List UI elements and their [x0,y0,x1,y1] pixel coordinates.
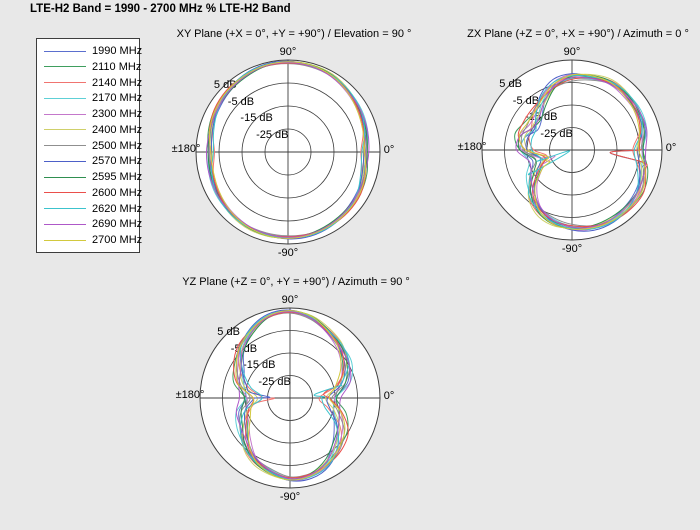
polar-plot-xy-curves [206,61,368,239]
legend-item-label: 2400 MHz [92,123,143,136]
legend-item-label: 1990 MHz [92,45,143,57]
pattern-curve-xy-2500-mhz [210,64,367,236]
pattern-curve-xy-2400-mhz [211,62,364,238]
ring-label-xy: -25 dB [256,129,289,142]
ring-label-yz: -5 dB [230,342,258,355]
ring-label-zx: -15 dB [525,111,558,124]
angle-label-bottom-yz: -90° [279,491,301,503]
pattern-curve-xy-2620-mhz [212,62,365,238]
angle-label-top-xy: 90° [279,46,297,58]
angle-label-top-zx: 90° [563,46,581,58]
angle-label-right-xy: 0° [383,144,395,156]
legend-item-label: 2140 MHz [92,76,143,89]
angle-label-right-yz: 0° [383,390,395,402]
ring-label-xy: 5 dB [213,78,237,91]
plot-title-yz: YZ Plane (+Z = 0°, +Y = +90°) / Azimuth = 90 ° [182,276,410,288]
angle-label-left-yz: ±180° [175,389,205,401]
legend-item-label: 2600 MHz [92,186,143,199]
legend-item-label: 2620 MHz [92,202,143,215]
angle-label-left-xy: ±180° [171,143,201,155]
ring-label-yz: -15 dB [243,359,276,372]
ring-label-zx: 5 dB [499,78,522,91]
legend-item-label: 2170 MHz [92,92,143,105]
legend-item-label: 2570 MHz [92,155,143,168]
angle-label-right-zx: 0° [665,142,677,154]
pattern-curve-xy-2600-mhz [209,63,366,237]
legend-item-label: 2500 MHz [92,139,143,152]
legend-item-label: 2690 MHz [92,218,143,231]
legend-item-label: 2700 MHz [92,234,143,246]
ring-label-xy: -15 dB [240,112,273,125]
legend-item-label: 2110 MHz [92,60,142,73]
pattern-curve-xy-2140-mhz [213,62,364,238]
polar-plot-zx-curves [512,74,648,232]
figure-title: LTE-H2 Band = 1990 - 2700 MHz % LTE-H2 Band [30,3,291,15]
ring-label-zx: -25 dB [540,127,573,140]
angle-label-bottom-zx: -90° [561,243,583,255]
polar-plot-yz-curves [230,310,353,481]
ring-label-zx: -5 dB [512,94,540,107]
ring-label-yz: 5 dB [217,326,240,339]
ring-label-xy: -5 dB [227,95,255,108]
ring-label-yz: -25 dB [258,375,291,388]
angle-label-bottom-xy: -90° [277,247,299,259]
plot-title-zx: ZX Plane (+Z = 0°, +X = +90°) / Azimuth = 0 ° [467,28,689,40]
legend-item-label: 2595 MHz [92,171,143,183]
angle-label-left-zx: ±180° [457,141,487,153]
plot-title-xy: XY Plane (+X = 0°, +Y = +90°) / Elevation = 90 ° [176,28,412,40]
pattern-curve-xy-2570-mhz [211,61,365,239]
angle-label-top-yz: 90° [281,294,299,306]
legend-item-label: 2300 MHz [92,108,143,120]
